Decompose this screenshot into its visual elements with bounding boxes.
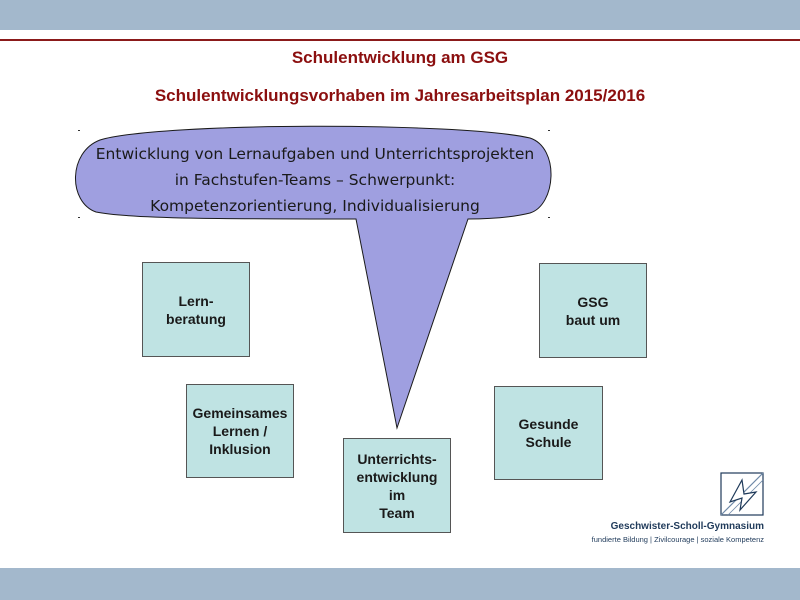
- box-label: GSG baut um: [565, 293, 621, 328]
- school-name: Geschwister-Scholl-Gymnasium: [610, 521, 764, 532]
- corner-tick: [78, 217, 80, 218]
- callout-line: Entwicklung von Lernaufgaben und Unterrichtsprojekten: [95, 145, 535, 163]
- box-label: Lern- beratung: [166, 292, 226, 327]
- box-label: Unterrichts- entwicklung im Team: [356, 450, 438, 521]
- corner-tick: [548, 217, 550, 218]
- bottom-band: [0, 568, 800, 600]
- box-label: Gemeinsames Lernen / Inklusion: [192, 405, 288, 457]
- box-gsg-baut-um: [539, 263, 647, 358]
- slide-title: Schulentwicklung am GSG: [291, 48, 509, 67]
- callout-text: [90, 141, 540, 219]
- box-label: Gesunde Schule: [518, 416, 579, 450]
- box-lernberatung: [142, 262, 250, 357]
- school-logo-icon: [720, 472, 764, 516]
- callout-line: Kompetenzorientierung, Individualisierung: [150, 197, 480, 215]
- corner-tick: [78, 130, 80, 131]
- box-gesunde-schule: [494, 386, 603, 480]
- corner-tick: [548, 130, 550, 131]
- box-gemeinsames-lernen: [186, 384, 294, 478]
- slide-subtitle: Schulentwicklungsvorhaben im Jahresarbeitsplan 2015/2016: [154, 86, 646, 105]
- box-unterrichtsentwicklung: [343, 438, 451, 533]
- school-motto: fundierte Bildung | Zivilcourage | soziale Kompetenz: [591, 535, 764, 544]
- callout-line: in Fachstufen-Teams – Schwerpunkt:: [174, 171, 456, 189]
